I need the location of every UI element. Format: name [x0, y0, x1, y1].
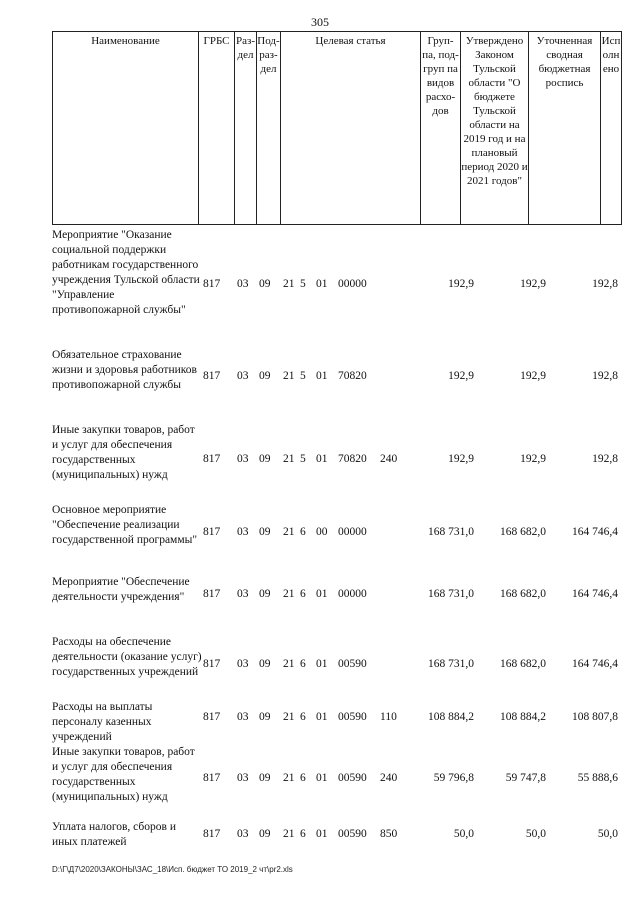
cell-cs2: 5	[300, 278, 306, 290]
table-row	[0, 820, 640, 855]
cell-cs2: 6	[300, 526, 306, 538]
cell-cs3: 00	[316, 526, 328, 538]
cell-razdel: 03	[237, 772, 249, 784]
row-name: Мероприятие "Обеспечение деятельности учреждения"	[52, 576, 190, 603]
cell-cs1: 21	[283, 453, 295, 465]
cell-podrazdel: 09	[259, 370, 271, 382]
page-number: 305	[311, 15, 329, 29]
header-approved: Утверждено Законом Тульской области "О бюджете Тульской области на 2019 год и на плановый период 2020 и 2021 годов"	[461, 32, 529, 224]
cell-podrazdel: 09	[259, 658, 271, 670]
cell-grbs: 817	[203, 526, 221, 538]
cell-razdel: 03	[237, 828, 249, 840]
table-row	[0, 575, 640, 620]
cell-razdel: 03	[237, 526, 249, 538]
cell-approved: 192,9	[448, 278, 474, 290]
cell-grbs: 817	[203, 370, 221, 382]
header-razdel: Раз-дел	[235, 32, 257, 224]
cell-group: 240	[380, 453, 398, 465]
cell-executed: 164 746,4	[572, 658, 618, 670]
cell-podrazdel: 09	[259, 278, 271, 290]
cell-grbs: 817	[203, 453, 221, 465]
cell-cs4: 00000	[338, 588, 367, 600]
header-name: Наименование	[53, 32, 199, 224]
cell-razdel: 03	[237, 453, 249, 465]
cell-executed: 108 807,8	[572, 711, 618, 723]
cell-cs4: 00590	[338, 711, 367, 723]
cell-cs1: 21	[283, 370, 295, 382]
cell-refined: 192,9	[520, 370, 546, 382]
cell-cs4: 70820	[338, 370, 367, 382]
table-row	[0, 348, 640, 408]
cell-cs3: 01	[316, 658, 328, 670]
cell-executed: 192,8	[592, 278, 618, 290]
cell-executed: 164 746,4	[572, 526, 618, 538]
cell-refined: 168 682,0	[500, 526, 546, 538]
cell-grbs: 817	[203, 711, 221, 723]
header-target-article: Целевая статья	[281, 32, 421, 224]
cell-cs2: 5	[300, 453, 306, 465]
cell-refined: 192,9	[520, 278, 546, 290]
cell-cs4: 00000	[338, 278, 367, 290]
cell-razdel: 03	[237, 370, 249, 382]
cell-approved: 59 796,8	[433, 772, 474, 784]
cell-cs2: 6	[300, 711, 306, 723]
cell-podrazdel: 09	[259, 453, 271, 465]
header-podrazdel: Под-раз-дел	[257, 32, 281, 224]
cell-cs4: 00590	[338, 772, 367, 784]
cell-approved: 168 731,0	[428, 526, 474, 538]
row-name: Расходы на обеспечение деятельности (оказание услуг) государственных учреждений	[52, 636, 202, 678]
cell-approved: 192,9	[448, 453, 474, 465]
cell-group: 110	[380, 711, 397, 723]
cell-cs1: 21	[283, 278, 295, 290]
cell-podrazdel: 09	[259, 588, 271, 600]
cell-cs3: 01	[316, 370, 328, 382]
cell-razdel: 03	[237, 711, 249, 723]
cell-cs3: 01	[316, 453, 328, 465]
cell-cs1: 21	[283, 828, 295, 840]
cell-cs3: 01	[316, 588, 328, 600]
cell-cs2: 5	[300, 370, 306, 382]
row-name: Обязательное страхование жизни и здоровья работников противопожарной службы	[52, 349, 197, 391]
table-row	[0, 423, 640, 498]
cell-refined: 168 682,0	[500, 658, 546, 670]
table-row	[0, 635, 640, 697]
cell-podrazdel: 09	[259, 526, 271, 538]
cell-approved: 50,0	[453, 828, 474, 840]
cell-grbs: 817	[203, 772, 221, 784]
table-row	[0, 228, 640, 333]
table-row	[0, 745, 640, 815]
row-name: Уплата налогов, сборов и иных платежей	[52, 821, 176, 848]
cell-cs4: 70820	[338, 453, 367, 465]
cell-cs4: 00590	[338, 658, 367, 670]
table-row	[0, 700, 640, 742]
row-name: Расходы на выплаты персоналу казенных учреждений	[52, 701, 153, 743]
header-grbs: ГРБС	[199, 32, 235, 224]
table-row	[0, 503, 640, 565]
cell-executed: 192,8	[592, 370, 618, 382]
table-header	[52, 31, 622, 225]
cell-cs1: 21	[283, 711, 295, 723]
cell-executed: 164 746,4	[572, 588, 618, 600]
header-expense-group: Груп-па, под-груп па видов расхо-дов	[421, 32, 461, 224]
cell-cs1: 21	[283, 526, 295, 538]
cell-refined: 59 747,8	[505, 772, 546, 784]
header-executed: Исполнено	[601, 35, 621, 75]
cell-refined: 168 682,0	[500, 588, 546, 600]
cell-grbs: 817	[203, 588, 221, 600]
cell-approved: 108 884,2	[428, 711, 474, 723]
cell-cs2: 6	[300, 772, 306, 784]
cell-group: 850	[380, 828, 398, 840]
cell-cs1: 21	[283, 772, 295, 784]
cell-executed: 192,8	[592, 453, 618, 465]
cell-refined: 192,9	[520, 453, 546, 465]
cell-executed: 55 888,6	[577, 772, 618, 784]
cell-cs3: 01	[316, 828, 328, 840]
cell-razdel: 03	[237, 278, 249, 290]
row-name: Основное мероприятие "Обеспечение реализации государственной программы"	[52, 504, 198, 546]
cell-cs3: 01	[316, 772, 328, 784]
cell-refined: 108 884,2	[500, 711, 546, 723]
header-refined: Уточненная сводная бюджетная роспись	[529, 32, 601, 224]
cell-cs3: 01	[316, 278, 328, 290]
cell-approved: 168 731,0	[428, 588, 474, 600]
cell-approved: 168 731,0	[428, 658, 474, 670]
row-name: Иные закупки товаров, работ и услуг для обеспечения государственных (муниципальных) нужд	[52, 424, 195, 481]
cell-podrazdel: 09	[259, 711, 271, 723]
row-name: Иные закупки товаров, работ и услуг для обеспечения государственных (муниципальных) нужд	[52, 746, 195, 803]
cell-cs2: 6	[300, 588, 306, 600]
cell-cs2: 6	[300, 828, 306, 840]
cell-cs4: 00590	[338, 828, 367, 840]
cell-razdel: 03	[237, 588, 249, 600]
cell-refined: 50,0	[525, 828, 546, 840]
cell-cs4: 00000	[338, 526, 367, 538]
cell-cs2: 6	[300, 658, 306, 670]
cell-cs3: 01	[316, 711, 328, 723]
cell-executed: 50,0	[597, 828, 618, 840]
cell-razdel: 03	[237, 658, 249, 670]
row-name: Мероприятие "Оказание социальной поддержки работникам государственного учреждения Тульской области "Управление противопожарной службы"	[52, 229, 200, 316]
cell-group: 240	[380, 772, 398, 784]
cell-podrazdel: 09	[259, 828, 271, 840]
cell-grbs: 817	[203, 658, 221, 670]
cell-podrazdel: 09	[259, 772, 271, 784]
cell-approved: 192,9	[448, 370, 474, 382]
cell-grbs: 817	[203, 278, 221, 290]
cell-grbs: 817	[203, 828, 221, 840]
file-path-footer: D:\Г\Д7\2020\ЗАКОНЫ\ЗАС_18\Исп. бюджет ТО 2019_2 чт\pr2.xls	[52, 865, 293, 874]
cell-cs1: 21	[283, 658, 295, 670]
cell-cs1: 21	[283, 588, 295, 600]
